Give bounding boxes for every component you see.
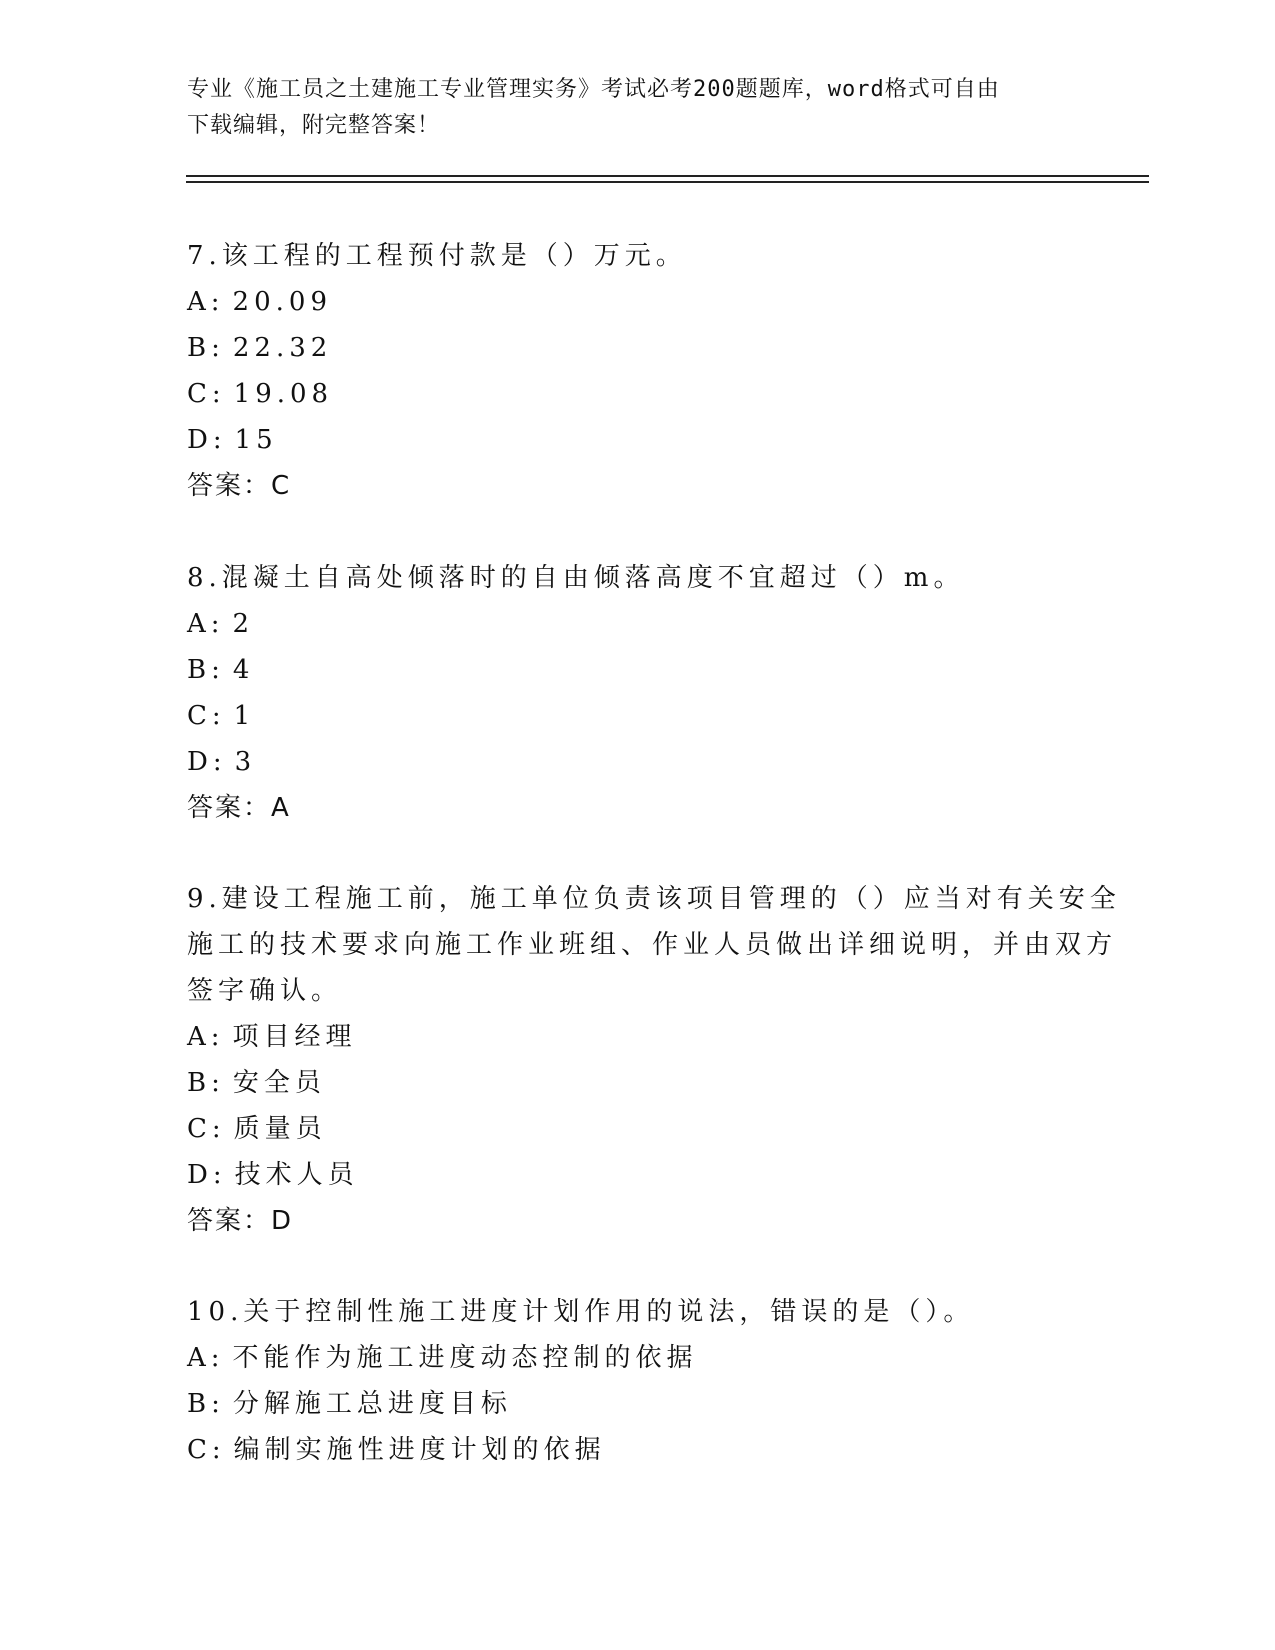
option-a — [187, 1335, 1087, 1381]
option-text: 不能作为施工进度动态控制的依据 — [232, 1343, 698, 1373]
option-key: B: — [187, 655, 225, 685]
option-a — [187, 279, 1087, 325]
answer: 答案：A — [187, 793, 291, 823]
option-text: 20.09 — [232, 287, 332, 317]
question-stem-line-1: 9.建设工程施工前，施工单位负责该项目管理的（）应当对有关安全 — [187, 884, 1121, 914]
header-divider-bottom — [186, 181, 1149, 183]
question-7 — [187, 233, 1087, 509]
option-key: D: — [187, 425, 227, 455]
option-key: C: — [187, 701, 226, 731]
option-key: A: — [187, 287, 225, 317]
option-text: 3 — [234, 747, 257, 777]
option-c — [187, 371, 1087, 417]
option-c — [187, 693, 1087, 739]
question-stem-line-2: 施工的技术要求向施工作业班组、作业人员做出详细说明，并由双方 — [187, 930, 1118, 960]
option-key: C: — [187, 1435, 226, 1465]
option-text: 编制实施性进度计划的依据 — [233, 1435, 606, 1465]
question-8 — [187, 555, 1087, 831]
option-text: 技术人员 — [234, 1160, 359, 1190]
option-c — [187, 1106, 1087, 1152]
option-b — [187, 647, 1087, 693]
option-text: 22.32 — [232, 333, 333, 363]
option-key: C: — [187, 379, 226, 409]
option-text: 4 — [232, 655, 255, 685]
header-line-2: 下载编辑，附完整答案！ — [187, 113, 441, 138]
option-key: A: — [187, 1022, 225, 1052]
option-key: A: — [187, 1343, 225, 1373]
option-a — [187, 601, 1087, 647]
option-key: B: — [187, 333, 225, 363]
option-key: D: — [187, 747, 227, 777]
option-text: 2 — [232, 609, 255, 639]
option-key: D: — [187, 1160, 227, 1190]
option-b — [187, 325, 1087, 371]
question-9 — [187, 876, 1121, 1244]
option-text: 1 — [233, 701, 256, 731]
option-d — [187, 1152, 1087, 1198]
option-b — [187, 1060, 1087, 1106]
answer: 答案：C — [187, 471, 292, 501]
question-stem: 8.混凝土自高处倾落时的自由倾落高度不宜超过（）m。 — [187, 563, 965, 593]
question-10 — [187, 1289, 1087, 1473]
option-d — [187, 739, 1087, 785]
option-text: 19.08 — [233, 379, 334, 409]
header-line-1: 专业《施工员之土建施工专业管理实务》考试必考200题题库，word格式可自由 — [187, 77, 1000, 102]
option-text: 安全员 — [232, 1068, 326, 1098]
option-text: 质量员 — [233, 1114, 327, 1144]
question-stem: 10.关于控制性施工进度计划作用的说法，错误的是（）。 — [187, 1297, 975, 1327]
document-header — [187, 72, 1087, 144]
option-key: C: — [187, 1114, 226, 1144]
option-text: 分解施工总进度目标 — [232, 1389, 512, 1419]
option-b — [187, 1381, 1087, 1427]
option-c — [187, 1427, 1087, 1473]
option-key: A: — [187, 609, 225, 639]
option-key: B: — [187, 1068, 225, 1098]
option-text: 15 — [234, 425, 278, 455]
header-divider-top — [186, 175, 1149, 177]
option-key: B: — [187, 1389, 225, 1419]
answer: 答案：D — [187, 1206, 294, 1236]
option-a — [187, 1014, 1087, 1060]
option-text: 项目经理 — [232, 1022, 357, 1052]
question-stem-line-3: 签字确认。 — [187, 976, 343, 1006]
question-stem: 7.该工程的工程预付款是（）万元。 — [187, 241, 687, 271]
option-d — [187, 417, 1087, 463]
